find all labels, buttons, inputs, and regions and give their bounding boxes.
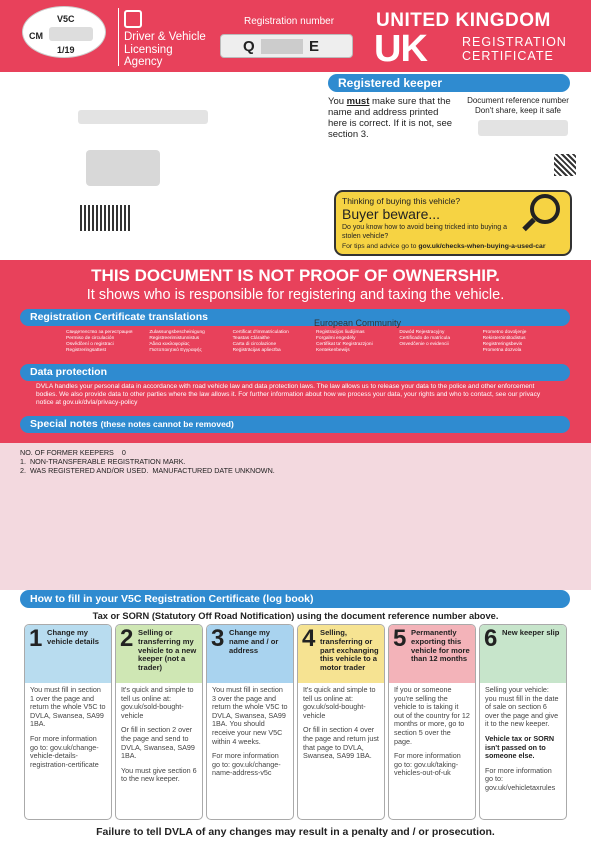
agency-name [124, 31, 206, 69]
eu-label: European Community [314, 318, 402, 328]
penalty-warning: Failure to tell DVLA of any changes may result in a penalty and / or prosecution. [96, 826, 495, 838]
keeper-title: Registered keeper [328, 74, 570, 92]
translation-item: Certifikat ta' Registrazzjoni [316, 342, 373, 347]
card-number: 6 [484, 625, 498, 652]
how-to-title: How to fill in your V5C Registration Certificate (log book) [20, 590, 570, 608]
buyer-line: Do you know how to avoid being tricked into buying a stolen vehicle? [342, 224, 507, 240]
translations-grid [66, 330, 566, 354]
translation-item: Certificat d'immatriculation [232, 330, 289, 335]
translation-item: Dowód Rejestracyjny [399, 330, 445, 335]
translation-item: Osvědčení o registraci [66, 342, 114, 347]
badge-date: 1/19 [57, 45, 75, 55]
redacted-reg [261, 39, 303, 54]
reg-plate [220, 34, 353, 58]
card-text: It's quick and simple to tell us online at: gov.uk/sold-bought-vehicle [121, 685, 194, 720]
card-title: Change my name and / or address [229, 628, 279, 655]
buyer-line: Thinking of buying this vehicle? [342, 196, 461, 206]
card-text: For more information go to: gov.uk/taking-vehicles-out-of-uk [394, 751, 461, 778]
note-line: 2. WAS REGISTERED AND/OR USED. MANUFACTURED DATE UNKNOWN. [20, 466, 275, 475]
note-line: 1. NON-TRANSFERABLE REGISTRATION MARK. [20, 457, 186, 466]
docref-line: Don't share, keep it safe [474, 106, 562, 115]
instruction-card [115, 624, 203, 820]
translation-item: Свидетелство за регистрация [66, 330, 133, 335]
card-number: 5 [393, 625, 407, 652]
card-title: Selling or transferring my vehicle to a new keeper (not a trader) [138, 628, 197, 673]
card-text: Vehicle tax or SORN isn't passed on to someone else. [485, 733, 555, 761]
special-notes-subtitle: (these notes cannot be removed) [100, 419, 234, 429]
cert-line: REGISTRATION [462, 35, 567, 49]
card-text: You must fill in section 1 over the page and return the whole V5C to DVLA, Swansea, SA99 1BA. [30, 685, 106, 729]
instruction-card [479, 624, 567, 820]
badge-code: V5C [57, 14, 75, 24]
tax-line: Tax or SORN (Statutory Off Road Notification) using the document reference number above. [92, 611, 499, 621]
card-title: New keeper slip [502, 628, 560, 637]
badge-prefix: CM [29, 31, 43, 41]
translation-item: Prometna dozvola [482, 348, 522, 353]
translation-item: Certificado de matrícula [399, 336, 450, 341]
card-text: It's quick and simple to tell us online at: gov.uk/sold-bought-vehicle [303, 685, 376, 720]
keeper-text: You [328, 96, 345, 107]
reg-start: Q [243, 38, 255, 55]
card-text: For more information go to: gov.uk/change-vehicle-details-registration-certificate [30, 733, 99, 769]
docref-label [460, 96, 576, 116]
qr-code-icon [554, 154, 576, 176]
redacted-docref [478, 120, 568, 136]
card-number: 4 [302, 625, 316, 652]
v5c-badge [22, 6, 106, 58]
translation-item: Carta di circolazione [232, 342, 277, 347]
buyer-heading: Buyer beware... [342, 206, 441, 222]
card-title: Selling, transferring or part exchanging this vehicle to a motor trader [320, 628, 379, 673]
redacted-name [86, 150, 160, 186]
translation-item: Registreerimistunnistus [149, 336, 200, 341]
translation-item: Kentekenbewijs [316, 348, 350, 353]
card-text: For more information go to: gov.uk/vehicletaxrules [485, 765, 556, 792]
cert-title [462, 35, 567, 63]
keeper-must: must [346, 96, 370, 107]
card-number: 1 [29, 625, 43, 652]
card-text: Or fill in section 2 over the page and send to DVLA, Swansea, SA99 1BA. [121, 725, 195, 761]
agency-line: Driver & Vehicle [124, 31, 206, 43]
magnifier-handle-icon [522, 218, 535, 231]
reg-end: E [309, 38, 320, 55]
docref-line: Document reference number [467, 96, 569, 105]
card-text: Selling your vehicle: you must fill in the date of sale on section 6 over the page and give it to the new keeper. [485, 685, 559, 729]
data-protection-text: DVLA handles your personal data in accordance with road vehicle law and data protection laws. The law allows us to release your data to the police and other enforcement bodies. We also provide data to other parties where the law allows it. For further information about how we process your data, your rights and who to contact, see our privacy notice at gov.uk/dvla/privacy-policy [36, 383, 541, 407]
instruction-card [24, 624, 112, 820]
ownership-headline: THIS DOCUMENT IS NOT PROOF OF OWNERSHIP. [91, 266, 500, 285]
redacted-serial [49, 27, 93, 41]
translation-item: Registreringsattest [66, 348, 106, 353]
card-text: If you or someone you're selling the vehicle to is taking it out of the country for 12 months or more, go to section 5 over the page. [394, 685, 470, 746]
translation-item: Άδεια κυκλοφορίας [149, 342, 190, 347]
reg-label: Registration number [244, 16, 335, 27]
header-divider [118, 8, 119, 66]
keeper-instructions [328, 96, 456, 140]
translation-item: Registracijos liudijimas [316, 330, 365, 335]
card-text: You must give section 6 to the new keeper. [121, 765, 197, 784]
card-text: You must fill in section 3 over the page and return the whole V5C to DVLA, Swansea, SA99 1BA. You should receive your new V5C within 4 weeks. [212, 685, 288, 746]
uk-mark: UK [374, 28, 427, 70]
data-protection-title: Data protection [20, 364, 570, 381]
translation-item: Reģistrācijas apliecība [232, 348, 281, 353]
translations-title: Registration Certificate translations [20, 309, 570, 326]
buyer-text: For tips and advice go to [342, 243, 417, 250]
translation-item: Prometno dovoljenje [482, 330, 527, 335]
translation-item: Registreringsbevis [482, 342, 523, 347]
special-notes-title [20, 416, 570, 433]
card-text: For more information go to: gov.uk/change-name-address-v5c [212, 751, 281, 778]
redacted-address [78, 110, 208, 124]
translation-item: Forgalmi engedély [316, 336, 356, 341]
translation-item: Rekisteröintitodistus [482, 336, 526, 341]
barcode-icon [80, 205, 132, 231]
cert-line: CERTIFICATE [462, 49, 554, 63]
agency-line: Licensing [124, 43, 173, 56]
card-title: Change my vehicle details [47, 628, 99, 646]
special-notes [20, 448, 275, 475]
card-title: Permanently exporting this vehicle for more than 12 months [411, 628, 470, 664]
instruction-card [206, 624, 294, 820]
instruction-card [297, 624, 385, 820]
translation-item: Teastas Cláraithe [232, 336, 270, 341]
card-text: Or fill in section 4 over the page and return just that page to DVLA, Swansea, SA99 1BA. [303, 725, 379, 761]
translation-item [399, 348, 482, 354]
buyer-link[interactable]: gov.uk/checks-when-buying-a-used-car [418, 243, 546, 250]
country-title: UNITED KINGDOM [376, 10, 551, 31]
crown-crest-icon [124, 10, 142, 28]
card-number: 2 [120, 625, 134, 652]
translation-item: Osvedčenie o evidencii [399, 342, 449, 347]
translation-item: Πιστοποιητικό Εγγραφής [149, 348, 202, 353]
keeper-text: make sure that the name and address printed here is correct. If it is not, see section 3. [328, 96, 453, 140]
agency-line: Agency [124, 56, 163, 68]
note-line: NO. OF FORMER KEEPERS 0 [20, 448, 126, 457]
ownership-subline: It shows who is responsible for registering and taxing the vehicle. [86, 287, 505, 303]
translation-item: Zulassungsbescheinigung [149, 330, 205, 335]
buyer-beware-box [334, 190, 572, 256]
instruction-card [388, 624, 476, 820]
translation-item: Permiso de circulación [66, 336, 115, 341]
special-notes-label: Special notes [30, 418, 98, 430]
card-number: 3 [211, 625, 225, 652]
buyer-advice [342, 243, 545, 250]
